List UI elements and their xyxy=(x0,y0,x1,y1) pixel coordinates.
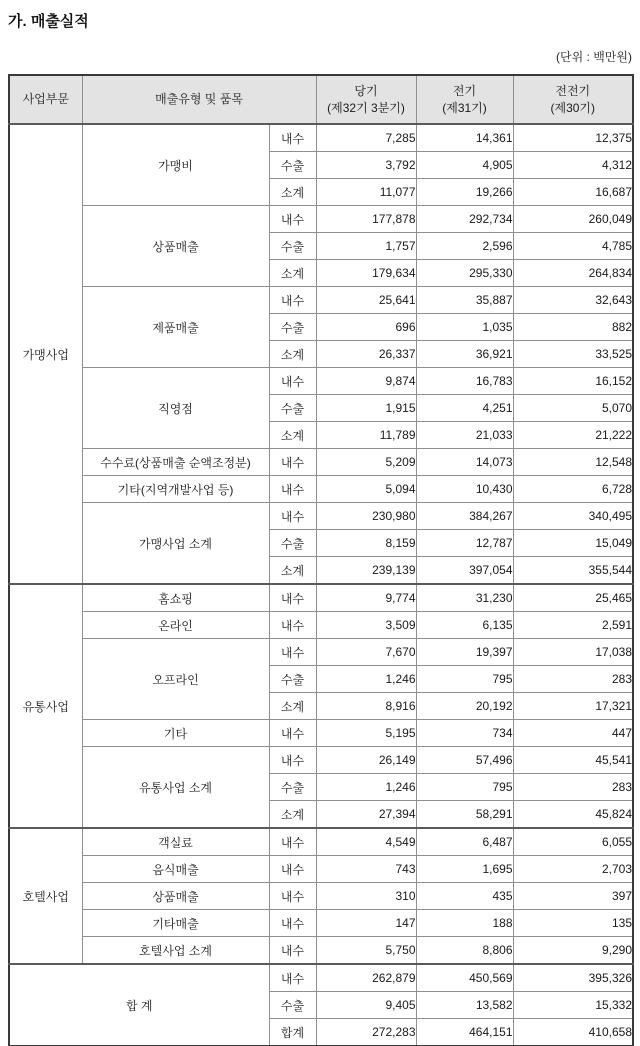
value-cell: 262,879 xyxy=(316,964,416,992)
value-cell: 179,634 xyxy=(316,260,416,287)
channel-cell: 내수 xyxy=(269,964,316,992)
value-cell: 14,073 xyxy=(416,449,513,476)
channel-cell: 내수 xyxy=(269,612,316,639)
value-cell: 9,405 xyxy=(316,992,416,1019)
channel-cell: 소계 xyxy=(269,341,316,368)
table-row xyxy=(9,368,633,395)
value-cell: 27,394 xyxy=(316,801,416,829)
table-row xyxy=(9,883,633,910)
value-cell: 2,596 xyxy=(416,233,513,260)
value-cell: 58,291 xyxy=(416,801,513,829)
value-cell: 230,980 xyxy=(316,503,416,530)
item-cell: 홈쇼핑 xyxy=(82,584,269,612)
item-cell: 기타(지역개발사업 등) xyxy=(82,476,269,503)
channel-cell: 내수 xyxy=(269,883,316,910)
value-cell: 57,496 xyxy=(416,747,513,774)
item-cell: 상품매출 xyxy=(82,206,269,287)
item-cell: 상품매출 xyxy=(82,883,269,910)
table-row xyxy=(9,639,633,666)
value-cell: 3,509 xyxy=(316,612,416,639)
value-cell: 464,151 xyxy=(416,1019,513,1046)
value-cell: 14,361 xyxy=(416,124,513,152)
channel-cell: 내수 xyxy=(269,449,316,476)
channel-cell: 수출 xyxy=(269,666,316,693)
item-cell: 직영점 xyxy=(82,368,269,449)
sales-table xyxy=(8,74,634,1046)
value-cell: 397 xyxy=(513,883,633,910)
channel-cell: 내수 xyxy=(269,206,316,233)
value-cell: 26,149 xyxy=(316,747,416,774)
value-cell: 5,750 xyxy=(316,937,416,965)
value-cell: 2,591 xyxy=(513,612,633,639)
channel-cell: 내수 xyxy=(269,476,316,503)
value-cell: 1,757 xyxy=(316,233,416,260)
item-cell: 제품매출 xyxy=(82,287,269,368)
page-title: 가. 매출실적 xyxy=(8,13,89,30)
value-cell: 20,192 xyxy=(416,693,513,720)
value-cell: 16,783 xyxy=(416,368,513,395)
value-cell: 1,246 xyxy=(316,666,416,693)
channel-cell: 내수 xyxy=(269,828,316,856)
table-header xyxy=(9,75,633,124)
channel-cell: 합계 xyxy=(269,1019,316,1046)
channel-cell: 내수 xyxy=(269,124,316,152)
value-cell: 10,430 xyxy=(416,476,513,503)
value-cell: 6,135 xyxy=(416,612,513,639)
item-cell: 가맹사업 소계 xyxy=(82,503,269,585)
value-cell: 188 xyxy=(416,910,513,937)
value-cell: 12,787 xyxy=(416,530,513,557)
header-prior-line2: (제31기) xyxy=(442,100,487,115)
value-cell: 447 xyxy=(513,720,633,747)
table-row xyxy=(9,584,633,612)
header-sales-type: 매출유형 및 품목 xyxy=(82,75,316,124)
channel-cell: 내수 xyxy=(269,639,316,666)
total-label-cell: 합 계 xyxy=(9,964,269,1046)
table-body xyxy=(9,124,633,1046)
value-cell: 17,038 xyxy=(513,639,633,666)
table-row xyxy=(9,910,633,937)
channel-cell: 내수 xyxy=(269,856,316,883)
value-cell: 1,035 xyxy=(416,314,513,341)
channel-cell: 소계 xyxy=(269,801,316,829)
division-cell: 가맹사업 xyxy=(9,124,82,584)
channel-cell: 수출 xyxy=(269,774,316,801)
value-cell: 795 xyxy=(416,666,513,693)
value-cell: 19,397 xyxy=(416,639,513,666)
table-row xyxy=(9,124,633,152)
item-cell: 온라인 xyxy=(82,612,269,639)
page xyxy=(0,10,640,1046)
value-cell: 3,792 xyxy=(316,152,416,179)
value-cell: 9,874 xyxy=(316,368,416,395)
channel-cell: 수출 xyxy=(269,992,316,1019)
value-cell: 21,222 xyxy=(513,422,633,449)
value-cell: 147 xyxy=(316,910,416,937)
value-cell: 19,266 xyxy=(416,179,513,206)
channel-cell: 수출 xyxy=(269,530,316,557)
value-cell: 6,728 xyxy=(513,476,633,503)
value-cell: 25,465 xyxy=(513,584,633,612)
value-cell: 283 xyxy=(513,666,633,693)
value-cell: 340,495 xyxy=(513,503,633,530)
value-cell: 17,321 xyxy=(513,693,633,720)
item-cell: 기타매출 xyxy=(82,910,269,937)
table-row xyxy=(9,720,633,747)
value-cell: 260,049 xyxy=(513,206,633,233)
table-row xyxy=(9,612,633,639)
value-cell: 16,687 xyxy=(513,179,633,206)
header-current-period xyxy=(316,75,416,124)
table-row xyxy=(9,449,633,476)
item-cell: 유통사업 소계 xyxy=(82,747,269,829)
value-cell: 6,487 xyxy=(416,828,513,856)
value-cell: 11,789 xyxy=(316,422,416,449)
value-cell: 283 xyxy=(513,774,633,801)
value-cell: 5,094 xyxy=(316,476,416,503)
value-cell: 25,641 xyxy=(316,287,416,314)
total-row xyxy=(9,964,633,992)
value-cell: 1,915 xyxy=(316,395,416,422)
item-cell: 가맹비 xyxy=(82,124,269,206)
value-cell: 8,916 xyxy=(316,693,416,720)
header-prior2-line1: 전전기 xyxy=(555,83,591,98)
value-cell: 8,159 xyxy=(316,530,416,557)
value-cell: 743 xyxy=(316,856,416,883)
value-cell: 264,834 xyxy=(513,260,633,287)
value-cell: 4,312 xyxy=(513,152,633,179)
table-row xyxy=(9,287,633,314)
division-cell: 호텔사업 xyxy=(9,828,82,964)
table-row xyxy=(9,206,633,233)
value-cell: 696 xyxy=(316,314,416,341)
value-cell: 395,326 xyxy=(513,964,633,992)
channel-cell: 소계 xyxy=(269,260,316,287)
channel-cell: 내수 xyxy=(269,747,316,774)
value-cell: 435 xyxy=(416,883,513,910)
value-cell: 35,887 xyxy=(416,287,513,314)
channel-cell: 수출 xyxy=(269,395,316,422)
value-cell: 384,267 xyxy=(416,503,513,530)
value-cell: 135 xyxy=(513,910,633,937)
header-current-line2: (제32기 3분기) xyxy=(327,100,405,115)
value-cell: 295,330 xyxy=(416,260,513,287)
value-cell: 795 xyxy=(416,774,513,801)
channel-cell: 소계 xyxy=(269,693,316,720)
value-cell: 26,337 xyxy=(316,341,416,368)
value-cell: 33,525 xyxy=(513,341,633,368)
table-row xyxy=(9,476,633,503)
value-cell: 177,878 xyxy=(316,206,416,233)
table-row xyxy=(9,828,633,856)
channel-cell: 내수 xyxy=(269,287,316,314)
item-cell: 오프라인 xyxy=(82,639,269,720)
value-cell: 410,658 xyxy=(513,1019,633,1046)
unit-note: (단위 : 백만원) xyxy=(556,50,632,64)
channel-cell: 내수 xyxy=(269,584,316,612)
channel-cell: 내수 xyxy=(269,910,316,937)
value-cell: 882 xyxy=(513,314,633,341)
channel-cell: 내수 xyxy=(269,937,316,965)
item-cell: 호텔사업 소계 xyxy=(82,937,269,965)
division-cell: 유통사업 xyxy=(9,584,82,828)
value-cell: 239,139 xyxy=(316,557,416,585)
value-cell: 4,905 xyxy=(416,152,513,179)
value-cell: 5,070 xyxy=(513,395,633,422)
value-cell: 9,290 xyxy=(513,937,633,965)
channel-cell: 내수 xyxy=(269,368,316,395)
value-cell: 310 xyxy=(316,883,416,910)
value-cell: 7,285 xyxy=(316,124,416,152)
item-cell: 기타 xyxy=(82,720,269,747)
table-row xyxy=(9,747,633,774)
value-cell: 6,055 xyxy=(513,828,633,856)
value-cell: 2,703 xyxy=(513,856,633,883)
value-cell: 272,283 xyxy=(316,1019,416,1046)
header-row xyxy=(9,75,633,124)
value-cell: 11,077 xyxy=(316,179,416,206)
channel-cell: 소계 xyxy=(269,179,316,206)
header-prior-line1: 전기 xyxy=(452,83,477,98)
value-cell: 13,582 xyxy=(416,992,513,1019)
value-cell: 21,033 xyxy=(416,422,513,449)
value-cell: 32,643 xyxy=(513,287,633,314)
value-cell: 5,195 xyxy=(316,720,416,747)
item-cell: 수수료(상품매출 순액조정분) xyxy=(82,449,269,476)
channel-cell: 소계 xyxy=(269,422,316,449)
value-cell: 734 xyxy=(416,720,513,747)
channel-cell: 수출 xyxy=(269,152,316,179)
table-row xyxy=(9,503,633,530)
value-cell: 15,332 xyxy=(513,992,633,1019)
value-cell: 12,548 xyxy=(513,449,633,476)
value-cell: 4,785 xyxy=(513,233,633,260)
value-cell: 292,734 xyxy=(416,206,513,233)
value-cell: 45,541 xyxy=(513,747,633,774)
value-cell: 4,549 xyxy=(316,828,416,856)
channel-cell: 수출 xyxy=(269,314,316,341)
item-cell: 객실료 xyxy=(82,828,269,856)
header-prior-period xyxy=(416,75,513,124)
value-cell: 450,569 xyxy=(416,964,513,992)
header-current-line1: 당기 xyxy=(354,83,378,98)
table-row xyxy=(9,856,633,883)
value-cell: 397,054 xyxy=(416,557,513,585)
header-prior2-period xyxy=(513,75,633,124)
value-cell: 31,230 xyxy=(416,584,513,612)
value-cell: 36,921 xyxy=(416,341,513,368)
header-business-division: 사업부문 xyxy=(9,75,82,124)
channel-cell: 내수 xyxy=(269,720,316,747)
value-cell: 4,251 xyxy=(416,395,513,422)
header-prior2-line2: (제30기) xyxy=(550,100,596,115)
value-cell: 15,049 xyxy=(513,530,633,557)
value-cell: 16,152 xyxy=(513,368,633,395)
value-cell: 355,544 xyxy=(513,557,633,585)
value-cell: 8,806 xyxy=(416,937,513,965)
value-cell: 1,695 xyxy=(416,856,513,883)
value-cell: 7,670 xyxy=(316,639,416,666)
value-cell: 9,774 xyxy=(316,584,416,612)
channel-cell: 소계 xyxy=(269,557,316,585)
value-cell: 45,824 xyxy=(513,801,633,829)
item-cell: 음식매출 xyxy=(82,856,269,883)
table-row xyxy=(9,937,633,965)
channel-cell: 내수 xyxy=(269,503,316,530)
channel-cell: 수출 xyxy=(269,233,316,260)
value-cell: 12,375 xyxy=(513,124,633,152)
value-cell: 1,246 xyxy=(316,774,416,801)
value-cell: 5,209 xyxy=(316,449,416,476)
